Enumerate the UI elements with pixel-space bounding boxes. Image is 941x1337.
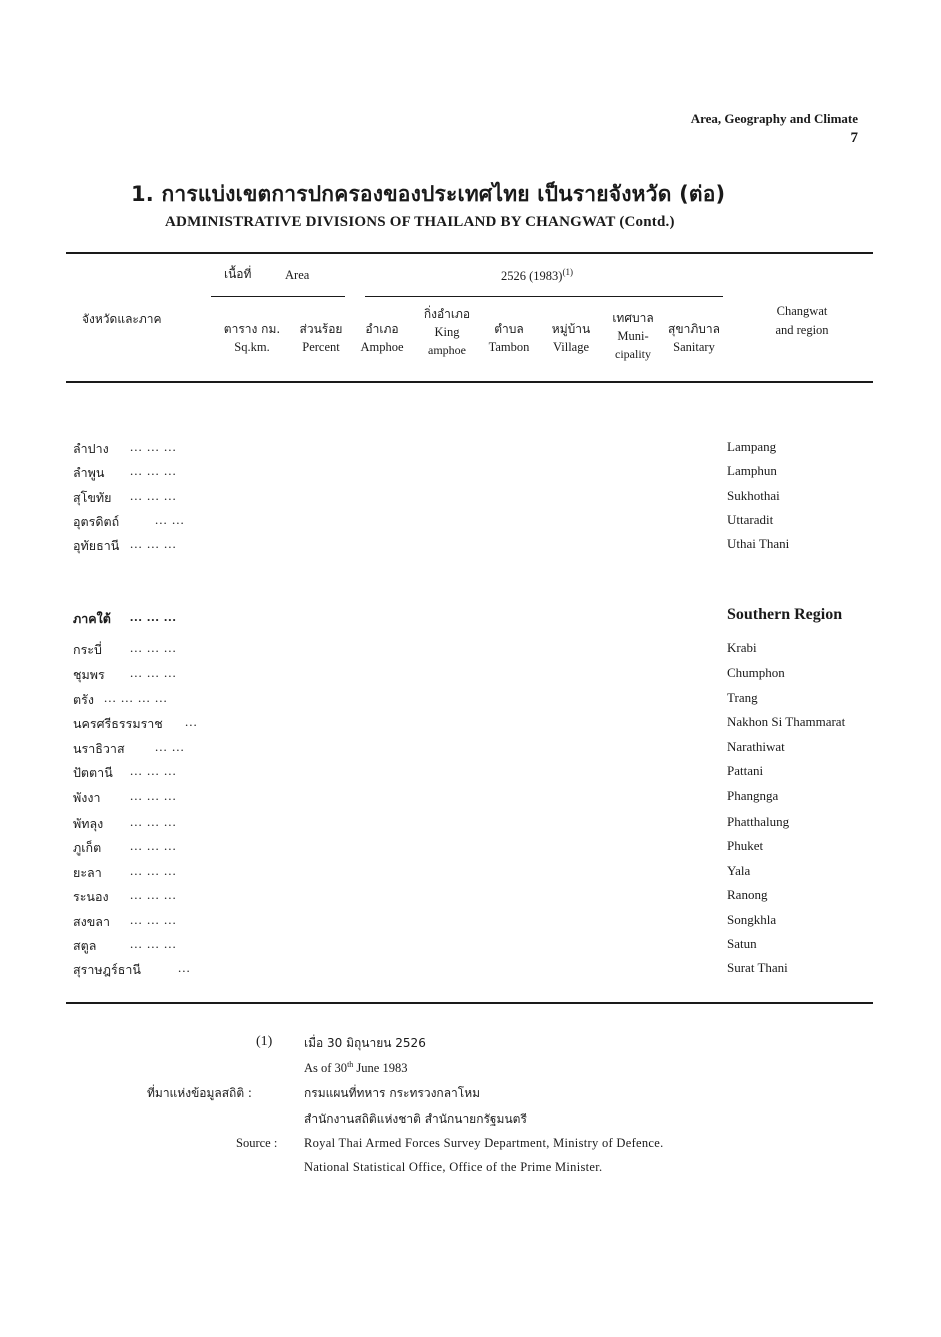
header-village-en: Village: [552, 340, 590, 354]
leader-dots: ... ... ...: [130, 488, 177, 503]
source-thai-label: ที่มาแห่งข้อมูลสถิติ :: [147, 1086, 252, 1100]
source-thai-line-1: กรมแผนที่ทหาร กระทรวงกลาโหม: [304, 1086, 481, 1100]
header-village-thai: หมู่บ้าน: [551, 322, 591, 336]
cell-changwat-en: Uthai Thani: [727, 536, 790, 551]
leader-dots: ... ... ...: [130, 665, 177, 680]
cell-changwat-thai: ยะลา: [73, 865, 102, 880]
leader-dots: ... ... ...: [130, 936, 177, 951]
cell-region-thai: ภาคใต้: [73, 611, 111, 626]
header-area-thai: เนื้อที่: [224, 267, 252, 281]
source-english-line-2: National Statistical Office, Office of the Prime Minister.: [304, 1160, 603, 1174]
cell-changwat-en: Phuket: [727, 838, 764, 853]
leader-dots: ... ... ... ...: [104, 690, 168, 705]
header-amphoe-en: Amphoe: [360, 340, 404, 354]
header-king-amphoe: [414, 306, 480, 359]
leader-dots: ... ... ...: [130, 838, 177, 853]
header-sqkm: [213, 320, 291, 357]
cell-changwat-thai: สงขลา: [73, 914, 110, 929]
area-group-rule: [211, 296, 345, 297]
cell-changwat-thai: ชุมพร: [73, 667, 105, 682]
year-group-rule: [365, 296, 723, 297]
header-percent-thai: ส่วนร้อย: [299, 322, 343, 336]
cell-changwat-thai: สุโขทัย: [73, 490, 112, 505]
leader-dots: ... ... ...: [130, 863, 177, 878]
cell-changwat-en: Phangnga: [727, 788, 779, 803]
cell-changwat-en: Phatthalung: [727, 814, 790, 829]
header-year-text: 2526 (1983): [501, 269, 563, 284]
cell-changwat-en: Ranong: [727, 887, 768, 902]
header-amphoe: [352, 320, 412, 357]
header-municipality-en-2: cipality: [615, 346, 651, 361]
footnote-english: [304, 1060, 407, 1076]
cell-changwat-en: Uttaradit: [727, 512, 774, 527]
header-amphoe-thai: อำเภอ: [365, 322, 399, 336]
header-municipality-en-1: Muni-: [617, 329, 649, 344]
header-region-en-2: and region: [775, 322, 829, 337]
cell-changwat-en: Surat Thani: [727, 960, 788, 975]
cell-changwat-en: Yala: [727, 863, 751, 878]
footnote-english-tail: June 1983: [356, 1061, 408, 1076]
leader-dots: ... ... ...: [130, 814, 177, 829]
footnote-english-sup: th: [347, 1060, 354, 1069]
header-bottom-rule: [66, 381, 873, 383]
cell-changwat-thai: ภูเก็ต: [73, 840, 102, 855]
table-title-english: ADMINISTRATIVE DIVISIONS OF THAILAND BY CHANGWAT (Contd.): [165, 214, 675, 230]
header-changwat-region-en: [752, 302, 852, 340]
running-header-title: Area, Geography and Climate: [690, 111, 858, 126]
cell-changwat-en: Nakhon Si Thammarat: [727, 714, 846, 729]
cell-changwat-en: Narathiwat: [727, 739, 785, 754]
leader-dots: ... ... ...: [130, 788, 177, 803]
leader-dots: ... ... ...: [130, 536, 177, 551]
leader-dots: ... ... ...: [130, 439, 177, 454]
footnote-mark: (1): [256, 1034, 273, 1049]
cell-region-en: Southern Region: [727, 606, 843, 623]
cell-changwat-thai: ลำปาง: [73, 441, 109, 456]
header-sanitary: [660, 320, 728, 357]
leader-dots: ... ... ...: [130, 887, 177, 902]
header-percent-en: Percent: [302, 340, 340, 354]
cell-changwat-en: Trang: [727, 690, 758, 705]
cell-changwat-thai: นครศรีธรรมราช: [73, 716, 163, 731]
source-english-label: Source :: [236, 1136, 278, 1150]
header-sanitary-thai: สุขาภิบาล: [668, 322, 720, 336]
page-number: 7: [850, 130, 858, 146]
table-top-rule: [66, 252, 873, 254]
header-sqkm-en: Sq.km.: [234, 340, 270, 354]
cell-changwat-en: Satun: [727, 936, 757, 951]
leader-dots: ...: [185, 714, 198, 729]
header-percent: [292, 320, 350, 357]
cell-changwat-thai: สุราษฎร์ธานี: [73, 962, 141, 977]
cell-changwat-thai: สตูล: [73, 938, 97, 953]
cell-changwat-thai: นราธิวาส: [73, 741, 125, 756]
cell-changwat-thai: อุทัยธานี: [73, 538, 120, 553]
header-king-amphoe-en-2: amphoe: [428, 342, 466, 357]
cell-changwat-thai: กระบี่: [73, 642, 102, 657]
header-municipality-thai: เทศบาล: [612, 311, 654, 325]
table-bottom-rule: [66, 1002, 873, 1004]
cell-changwat-thai: ตรัง: [73, 692, 94, 707]
cell-changwat-thai: ลำพูน: [73, 465, 105, 480]
cell-changwat-en: Lampang: [727, 439, 777, 454]
header-region-en-1: Changwat: [776, 304, 828, 318]
header-king-amphoe-en-1: King: [434, 325, 460, 340]
header-changwat-thai: จังหวัดและภาค: [82, 312, 162, 326]
leader-dots: ... ... ...: [130, 609, 177, 624]
header-village: [541, 320, 601, 357]
header-sqkm-thai: ตาราง กม.: [223, 322, 281, 336]
header-tambon-en: Tambon: [488, 340, 530, 354]
cell-changwat-thai: พังงา: [73, 790, 101, 805]
source-english-line-1: Royal Thai Armed Forces Survey Department, Ministry of Defence.: [304, 1136, 664, 1150]
header-year-group: [501, 266, 573, 286]
header-tambon: [480, 320, 538, 357]
cell-changwat-en: Chumphon: [727, 665, 785, 680]
header-tambon-thai: ตำบล: [494, 322, 524, 336]
footnote-thai: เมื่อ 30 มิถุนายน 2526: [304, 1036, 426, 1050]
leader-dots: ...: [178, 960, 191, 975]
table-title-thai: 1. การแบ่งเขตการปกครองของประเทศไทย เป็นรายจังหวัด (ต่อ): [131, 182, 726, 206]
source-thai-line-2: สำนักงานสถิติแห่งชาติ สำนักนายกรัฐมนตรี: [304, 1112, 527, 1126]
cell-changwat-thai: ปัตตานี: [73, 765, 113, 780]
cell-changwat-en: Pattani: [727, 763, 764, 778]
cell-changwat-en: Lamphun: [727, 463, 777, 478]
header-area-en: Area: [285, 268, 310, 282]
leader-dots: ... ... ...: [130, 912, 177, 927]
footnote-english-text: As of 30: [304, 1061, 348, 1076]
cell-changwat-thai: อุตรดิตถ์: [73, 514, 120, 529]
cell-changwat-thai: พัทลุง: [73, 816, 104, 831]
cell-changwat-thai: ระนอง: [73, 889, 109, 904]
cell-changwat-en: Songkhla: [727, 912, 777, 927]
leader-dots: ... ...: [155, 512, 185, 527]
header-sanitary-en: Sanitary: [673, 340, 715, 354]
leader-dots: ... ... ...: [130, 640, 177, 655]
cell-changwat-en: Sukhothai: [727, 488, 780, 503]
header-king-amphoe-thai: กิ่งอำเภอ: [423, 307, 471, 321]
leader-dots: ... ...: [155, 739, 185, 754]
header-municipality: [601, 310, 665, 363]
header-year-footnote-ref: (1): [562, 267, 573, 277]
leader-dots: ... ... ...: [130, 763, 177, 778]
leader-dots: ... ... ...: [130, 463, 177, 478]
cell-changwat-en: Krabi: [727, 640, 757, 655]
